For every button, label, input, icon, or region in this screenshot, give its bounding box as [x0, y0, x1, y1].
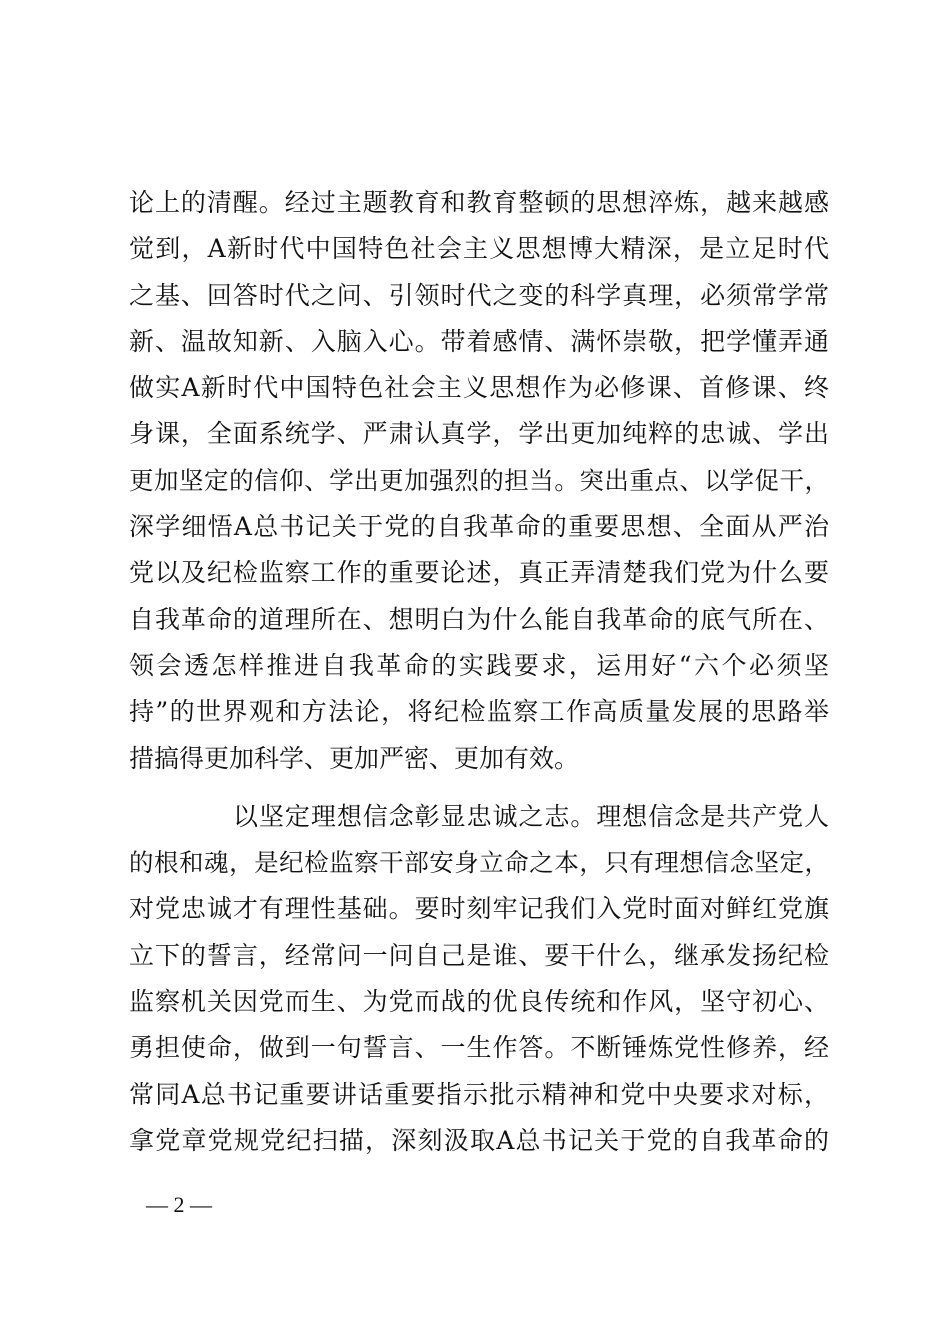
text-line: 监察机关因党而生、为党而战的优良传统和作风，坚守初心、	[129, 987, 829, 1017]
text-line: 的根和魂，是纪检监察干部安身立命之本，只有理想信念坚定，	[129, 848, 829, 878]
text-line: 勇担使命，做到一句誓言、一生作答。不断锤炼党性修养，经	[129, 1033, 829, 1063]
text-line: 做实A新时代中国特色社会主义思想作为必修课、首修课、终	[129, 373, 829, 403]
text-line: 领会透怎样推进自我革命的实践要求，运用好“六个必须坚	[129, 650, 829, 680]
text-line: 党以及纪检监察工作的重要论述，真正弄清楚我们党为什么要	[129, 558, 829, 588]
paragraph-1	[129, 180, 829, 782]
text-line: 新、温故知新、入脑入心。带着感情、满怀崇敬，把学懂弄通	[129, 326, 829, 356]
text-line: 措搞得更加科学、更加严密、更加有效。	[129, 743, 580, 773]
text-line: 觉到，A新时代中国特色社会主义思想博大精深，是立足时代	[129, 234, 829, 264]
paragraph-2	[129, 794, 829, 1164]
text-line: 更加坚定的信仰、学出更加强烈的担当。突出重点、以学促干，	[129, 465, 829, 495]
text-line: 立下的誓言，经常问一问自己是谁、要干什么，继承发扬纪检	[129, 940, 829, 970]
text-line: 深学细悟A总书记关于党的自我革命的重要思想、全面从严治	[129, 512, 829, 542]
text-line: 持”的世界观和方法论，将纪检监察工作高质量发展的思路举	[129, 697, 829, 727]
page-number: — 2 —	[146, 1192, 212, 1217]
text-line: 常同A总书记重要讲话重要指示批示精神和党中央要求对标，	[129, 1079, 829, 1109]
document-body	[129, 180, 829, 1164]
text-line: 对党忠诚才有理性基础。要时刻牢记我们入党时面对鲜红党旗	[129, 894, 829, 924]
text-line: 拿党章党规党纪扫描，深刻汲取A总书记关于党的自我革命的	[129, 1125, 829, 1155]
text-line: 以坚定理想信念彰显忠诚之志。理想信念是共产党人	[233, 801, 829, 831]
text-line: 身课，全面系统学、严肃认真学，学出更加纯粹的忠诚、学出	[129, 419, 829, 449]
text-line: 之基、回答时代之问、引领时代之变的科学真理，必须常学常	[129, 280, 829, 310]
paragraph-gap	[129, 782, 829, 794]
text-line: 自我革命的道理所在、想明白为什么能自我革命的底气所在、	[129, 604, 829, 634]
text-line: 论上的清醒。经过主题教育和教育整顿的思想淬炼，越来越感	[129, 188, 829, 217]
